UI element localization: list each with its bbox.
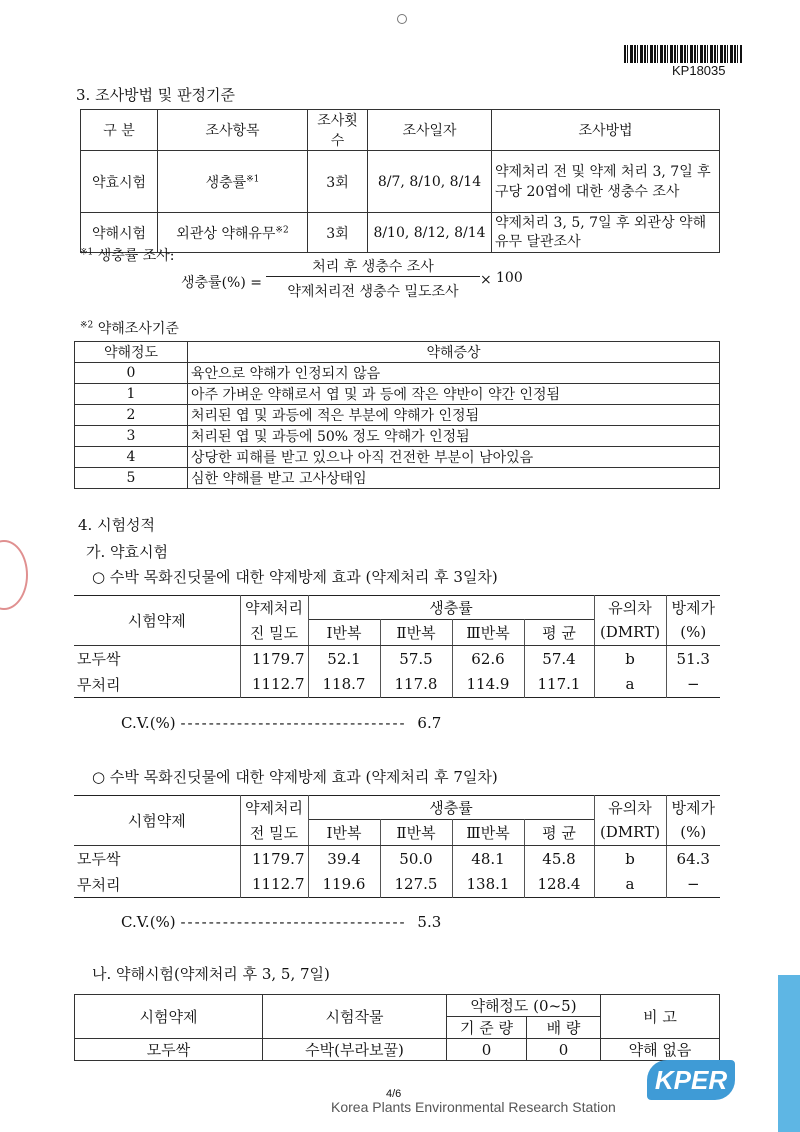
formula-denominator: 약제처리전 생충수 밀도조사 [287,284,459,300]
header-control: 방제가 [666,796,720,820]
double-cell: 0 [527,1039,601,1061]
header-density: 약제처리 [240,596,308,620]
seal-stamp [0,540,28,610]
header-survival: 생충률 [308,596,594,620]
efficacy-table-day7 [74,795,720,898]
barcode-image [624,45,742,63]
control-cell: 64.3 [666,846,720,872]
desc-cell: 처리된 엽 및 과등에 50% 정도 약해가 인정됨 [188,426,720,447]
footer-org: Korea Plants Environmental Research Station [331,1099,616,1115]
phytotoxicity-table [74,994,720,1061]
header-mean: 평 균 [524,620,594,646]
table-row [74,846,720,872]
desc-cell: 상당한 피해를 받고 있으나 아직 건전한 부분이 남아있음 [188,447,720,468]
level-cell: 0 [75,363,188,384]
note2-heading [80,318,179,338]
desc-cell: 심한 약해를 받고 고사상태임 [188,468,720,489]
desc-cell: 육안으로 약해가 인정되지 않음 [188,363,720,384]
header-cell: 약해증상 [188,342,720,363]
rep1-cell: 118.7 [308,672,380,698]
base-cell: 0 [447,1039,527,1061]
rep1-cell: 52.1 [308,646,380,672]
fraction-line [266,276,480,277]
header-row [74,796,720,820]
desc-cell: 아주 가벼운 약해로서 엽 및 과 등에 작은 약반이 약간 인정됨 [188,384,720,405]
method-table [80,109,720,253]
header-cell: 조사방법 [492,110,720,151]
category-cell: 약효시험 [81,151,158,213]
header-agent: 시험약제 [74,596,240,646]
category-cell: 약해시험 [81,213,158,253]
formula-times: × [480,272,492,288]
rep3-cell: 62.6 [452,646,524,672]
table-row [75,1039,720,1061]
agent-cell: 모두싹 [75,1039,263,1061]
header-rep1: Ⅰ반복 [308,820,380,846]
method-cell: 약제처리 전 및 약제 처리 3, 7일 후 구당 20엽에 대한 생충수 조사 [492,151,720,213]
table-row [74,646,720,672]
item-text: 생충률 [205,174,247,191]
cv-value: 6.7 [417,714,442,732]
count-cell: 3회 [308,151,368,213]
doc-code: KP18035 [672,63,726,78]
punch-hole-mark [397,14,407,24]
level-cell: 5 [75,468,188,489]
control-cell: − [666,672,720,698]
severity-header [75,342,720,363]
header-control: 방제가 [666,596,720,620]
item-cell [158,151,308,213]
level-cell: 4 [75,447,188,468]
note2-title: 약해조사기준 [97,321,179,337]
header-sig: (DMRT) [594,820,666,846]
header-row [74,596,720,620]
rep2-cell: 117.8 [380,672,452,698]
header-rep2: Ⅱ반복 [380,820,452,846]
cv-label: C.V.(%) [121,714,176,732]
agent-cell: 모두싹 [74,646,240,672]
header-density: 약제처리 [240,796,308,820]
desc-cell: 처리된 엽 및 과등에 적은 부분에 약해가 인정됨 [188,405,720,426]
dates-cell: 8/7, 8/10, 8/14 [368,151,492,213]
agent-cell: 모두싹 [74,846,240,872]
sig-cell: b [594,646,666,672]
header-rep3: Ⅲ반복 [452,820,524,846]
rep3-cell: 138.1 [452,872,524,898]
mean-cell: 57.4 [524,646,594,672]
table-row [81,213,720,253]
item-text: 외관상 약해유무 [176,225,276,242]
header-agent: 시험약제 [74,796,240,846]
table-row [75,363,720,384]
footnote-mark: ※2 [80,320,94,331]
rep2-cell: 127.5 [380,872,452,898]
item-cell [158,213,308,253]
level-cell: 1 [75,384,188,405]
header-remark: 비 고 [601,995,720,1039]
formula-numerator: 처리 후 생충수 조사 [312,259,434,275]
count-cell: 3회 [308,213,368,253]
page-number: 4/6 [386,1088,402,1100]
header-double: 배 량 [527,1017,601,1039]
table-row [75,384,720,405]
severity-table [74,341,720,489]
crop-cell: 수박(부라보꿀) [263,1039,447,1061]
control-cell: 51.3 [666,646,720,672]
header-cell: 조사횟수 [308,110,368,151]
header-sig: (DMRT) [594,620,666,646]
rep2-cell: 50.0 [380,846,452,872]
dates-cell: 8/10, 8/12, 8/14 [368,213,492,253]
header-degree: 약해정도 (0~5) [447,995,601,1017]
side-stripe [778,975,800,1132]
table-row [75,447,720,468]
sig-cell: a [594,672,666,698]
header-row [75,995,720,1017]
section-4-title: 4. 시험성적 [78,516,156,534]
agent-cell: 무처리 [74,872,240,898]
header-cell: 조사일자 [368,110,492,151]
cv-dashes: -------------------------------- [180,913,407,931]
header-cell: 약해정도 [75,342,188,363]
header-survival: 생충률 [308,796,594,820]
mean-cell: 128.4 [524,872,594,898]
density-cell: 1179.7 [240,846,308,872]
header-density: 전 밀도 [240,820,308,846]
agent-cell: 무처리 [74,672,240,698]
header-rep1: Ⅰ반복 [308,620,380,646]
rep1-cell: 39.4 [308,846,380,872]
density-cell: 1112.7 [240,672,308,698]
table-row [81,151,720,213]
method-table-header [81,110,720,151]
table2-caption: ○ 수박 목화진딧물에 대한 약제방제 효과 (약제처리 후 7일차) [92,768,498,786]
header-base: 기 준 량 [447,1017,527,1039]
subsection-a-title: 가. 약효시험 [86,543,168,561]
cv-line-day7 [121,913,441,931]
header-agent: 시험약제 [75,995,263,1039]
rep3-cell: 48.1 [452,846,524,872]
footnote-mark: ※1 [246,173,260,184]
table-row [75,405,720,426]
header-density: 진 밀도 [240,620,308,646]
cv-line-day3 [121,714,441,732]
note1-title: 생충률 조사: [97,248,175,264]
level-cell: 2 [75,405,188,426]
control-cell: − [666,872,720,898]
note1-heading [80,245,175,265]
footnote-mark: ※1 [80,247,94,258]
footnote-mark: ※2 [275,224,289,235]
cv-label: C.V.(%) [121,913,176,931]
cv-value: 5.3 [417,913,442,931]
mean-cell: 45.8 [524,846,594,872]
formula-factor: 100 [496,270,523,286]
efficacy-table-day3 [74,595,720,698]
rep2-cell: 57.5 [380,646,452,672]
table1-caption: ○ 수박 목화진딧물에 대한 약제방제 효과 (약제처리 후 3일차) [92,568,498,586]
table-row [75,426,720,447]
subsection-b-title: 나. 약해시험(약제처리 후 3, 5, 7일) [92,965,330,983]
sig-cell: a [594,872,666,898]
table-row [75,468,720,489]
header-control: (%) [666,620,720,646]
header-control: (%) [666,820,720,846]
header-sig: 유의차 [594,596,666,620]
cv-dashes: -------------------------------- [180,714,407,732]
header-mean: 평 균 [524,820,594,846]
header-crop: 시험작물 [263,995,447,1039]
header-cell: 구 분 [81,110,158,151]
header-cell: 조사항목 [158,110,308,151]
remark-cell: 약해 없음 [601,1039,720,1061]
density-cell: 1179.7 [240,646,308,672]
header-sig: 유의차 [594,796,666,820]
rep1-cell: 119.6 [308,872,380,898]
sig-cell: b [594,846,666,872]
table-row [74,672,720,698]
level-cell: 3 [75,426,188,447]
header-rep2: Ⅱ반복 [380,620,452,646]
section-3-title: 3. 조사방법 및 판정기준 [76,86,236,104]
method-cell: 약제처리 3, 5, 7일 후 외관상 약해유무 달관조사 [492,213,720,253]
mean-cell: 117.1 [524,672,594,698]
rep3-cell: 114.9 [452,672,524,698]
header-rep3: Ⅲ반복 [452,620,524,646]
table-row [74,872,720,898]
kper-logo: KPER [647,1060,735,1100]
density-cell: 1112.7 [240,872,308,898]
formula-lhs: 생충률(%) = [181,275,262,291]
